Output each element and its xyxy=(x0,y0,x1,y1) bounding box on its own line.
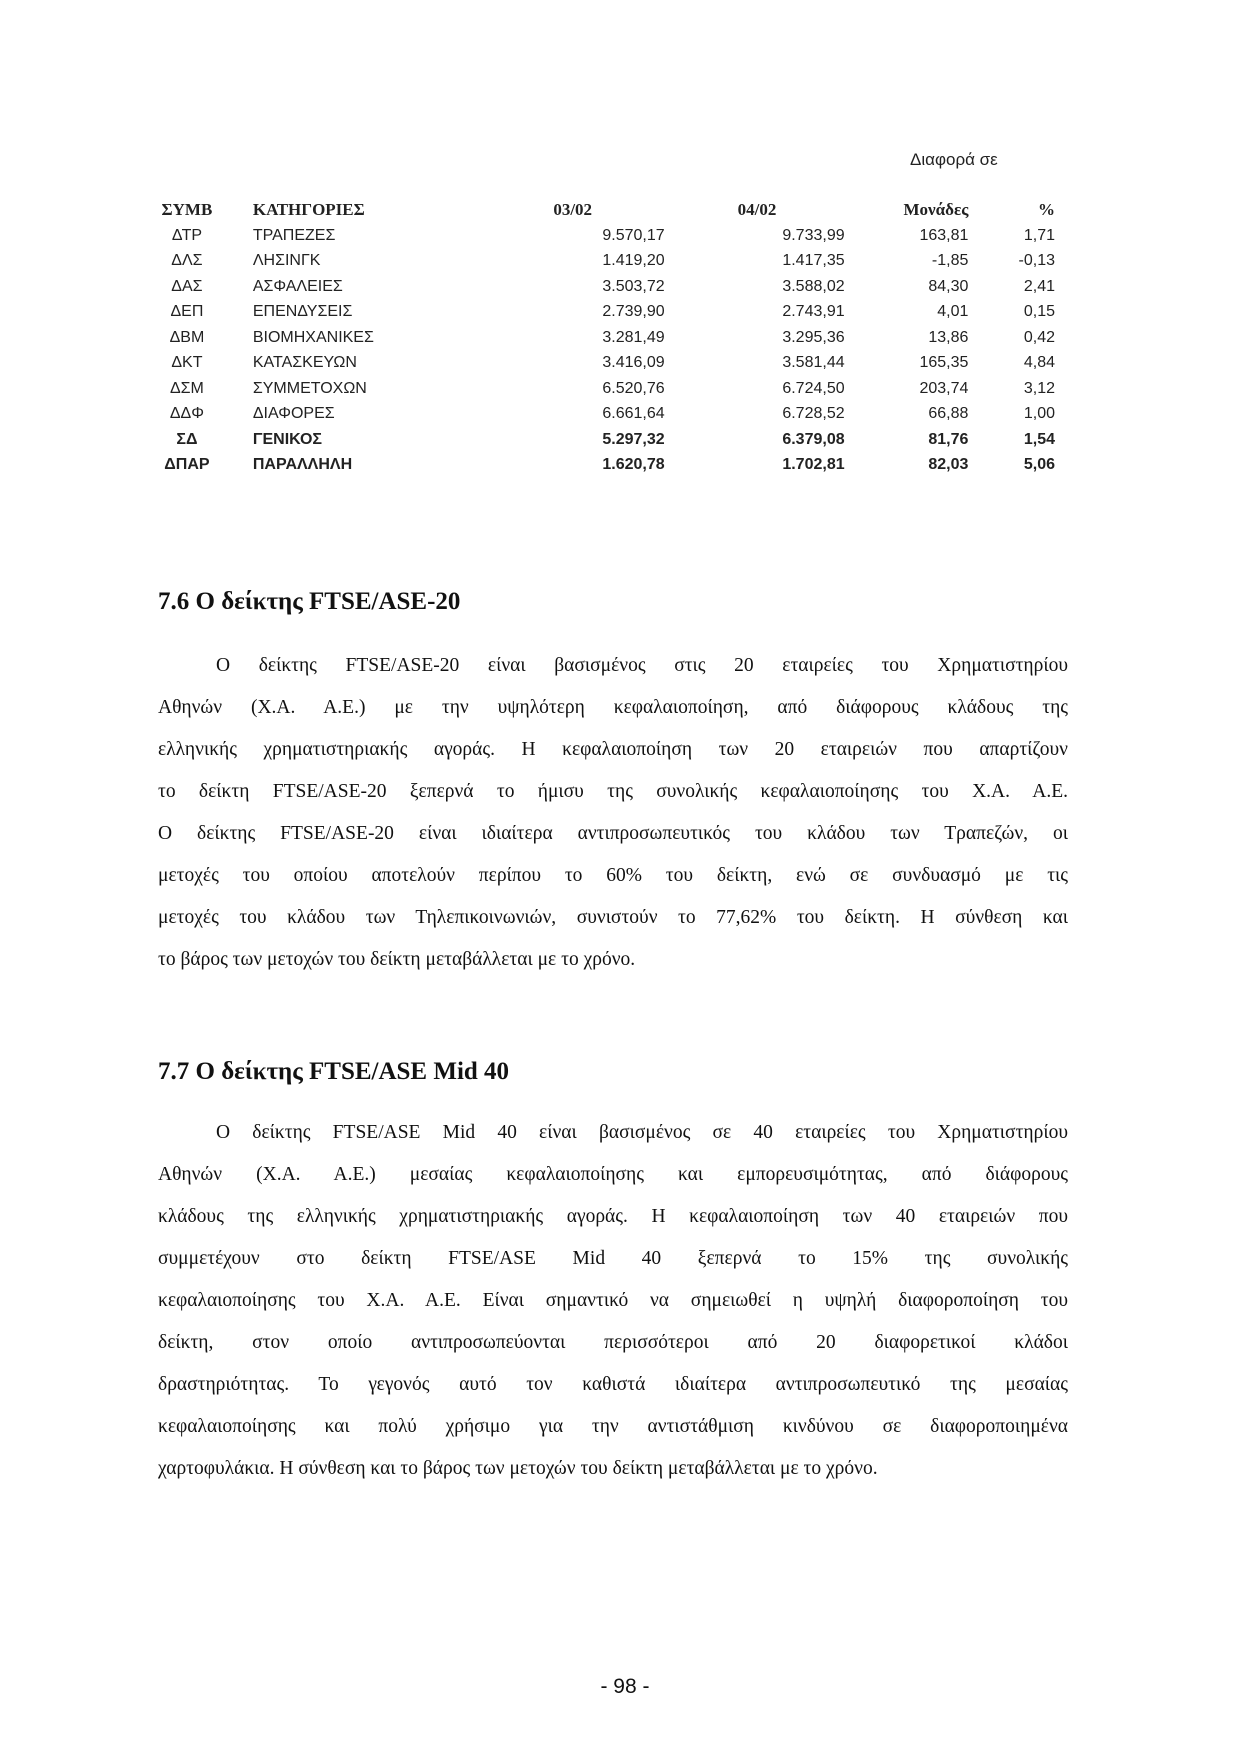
cell-percent: 0,15 xyxy=(1023,303,1055,321)
paragraph-line xyxy=(158,1364,1068,1406)
paragraph-line xyxy=(158,687,1068,729)
header-units: Μονάδες xyxy=(903,199,969,219)
paragraph-line xyxy=(158,897,1068,939)
paragraph-line xyxy=(158,939,1068,981)
cell-category: ΤΡΑΠΕΖΕΣ xyxy=(252,226,336,244)
cell-category: ΔΙΑΦΟΡΕΣ xyxy=(252,405,335,423)
cell-units: 203,74 xyxy=(919,379,969,397)
paragraph-line xyxy=(158,1280,1068,1322)
table-row xyxy=(155,249,1055,275)
header-04-02: 04/02 xyxy=(737,199,777,219)
paragraph-line xyxy=(158,1112,1068,1154)
paragraph-line xyxy=(158,1238,1068,1280)
table-row xyxy=(155,223,1055,249)
paragraph-line-text: κεφαλαιοποίησης και πολύ χρήσιμο για την αντιστάθμιση κινδύνου σε διαφοροποιημένα xyxy=(158,1416,1068,1437)
cell-category: ΓΕΝΙΚΟΣ xyxy=(252,430,322,448)
cell-04-02: 2.743,91 xyxy=(782,303,845,321)
cell-symbol: ΣΔ xyxy=(176,430,198,448)
cell-units: 165,35 xyxy=(919,354,969,372)
paragraph-line-text: Αθηνών (Χ.Α. Α.Ε.) μεσαίας κεφαλαιοποίησης και εμπορευσιμότητας, από διάφορους xyxy=(158,1164,1068,1185)
paragraph-line-text: δείκτη, στον οποίο αντιπροσωπεύονται περισσότεροι από 20 διαφορετικοί κλάδοι xyxy=(158,1332,1068,1353)
cell-units: 81,76 xyxy=(928,430,969,448)
paragraph-line-text: μετοχές του κλάδου των Τηλεπικοινωνιών, συνιστούν το 77,62% του δείκτη. Η σύνθεση και xyxy=(158,907,1068,928)
cell-percent: -0,13 xyxy=(1018,252,1055,270)
cell-units: 84,30 xyxy=(928,277,969,295)
paragraph-line-text: το δείκτη FTSE/ASE-20 ξεπερνά το ήμισυ της συνολικής κεφαλαιοποίησης του Χ.Α. Α.Ε. xyxy=(158,781,1068,802)
cell-category: ΠΑΡΑΛΛΗΛΗ xyxy=(252,456,353,474)
cell-percent: 4,84 xyxy=(1023,354,1055,372)
cell-percent: 0,42 xyxy=(1023,328,1055,346)
cell-category: ΕΠΕΝΔΥΣΕΙΣ xyxy=(252,303,353,321)
cell-percent: 1,54 xyxy=(1023,430,1055,448)
paragraph-line xyxy=(158,1154,1068,1196)
paragraph-line xyxy=(158,1322,1068,1364)
cell-04-02: 3.588,02 xyxy=(782,277,845,295)
paragraph-line xyxy=(158,771,1068,813)
paragraph-line-text: Ο δείκτης FTSE/ASE-20 είναι βασισμένος στις 20 εταιρείες του Χρηματιστηρίου xyxy=(216,655,1068,676)
table-row xyxy=(155,402,1055,428)
cell-03-02: 5.297,32 xyxy=(602,430,665,448)
cell-category: ΚΑΤΑΣΚΕΥΩΝ xyxy=(252,354,357,372)
paragraph-line xyxy=(158,855,1068,897)
section-7-6-heading: 7.6 Ο δείκτης FTSE/ASE-20 xyxy=(158,588,461,615)
paragraph-line-text: κεφαλαιοποίησης του Χ.Α. Α.Ε. Είναι σημαντικό να σημειωθεί η υψηλή διαφοροποίηση του xyxy=(158,1290,1068,1311)
cell-category: ΑΣΦΑΛΕΙΕΣ xyxy=(252,277,343,295)
paragraph-line xyxy=(158,729,1068,771)
cell-category: ΛΗΣΙΝΓΚ xyxy=(252,252,321,270)
paragraph-line-text: Ο δείκτης FTSE/ASE-20 είναι ιδιαίτερα αντιπροσωπευτικός του κλάδου των Τραπεζών, οι xyxy=(158,823,1068,844)
paragraph-line xyxy=(158,1448,1068,1490)
cell-percent: 2,41 xyxy=(1023,277,1055,295)
cell-03-02: 3.416,09 xyxy=(602,354,665,372)
cell-category: ΣΥΜΜΕΤΟΧΩΝ xyxy=(252,379,367,397)
cell-symbol: ΔΠΑΡ xyxy=(164,456,210,474)
cell-04-02: 1.702,81 xyxy=(782,456,845,474)
cell-04-02: 3.295,36 xyxy=(782,328,845,346)
paragraph-line-text: ελληνικής χρηματιστηριακής αγοράς. Η κεφαλαιοποίηση των 20 εταιρειών που απαρτίζουν xyxy=(158,739,1068,760)
cell-03-02: 3.503,72 xyxy=(602,277,665,295)
table-row xyxy=(155,300,1055,326)
paragraph-line-text: συμμετέχουν στο δείκτη FTSE/ASE Mid 40 ξεπερνά το 15% της συνολικής xyxy=(158,1248,1068,1269)
cell-percent: 1,00 xyxy=(1023,405,1055,423)
difference-caption-text: Διαφορά σε xyxy=(910,150,998,169)
cell-03-02: 3.281,49 xyxy=(602,328,665,346)
cell-symbol: ΔΣΜ xyxy=(169,379,204,397)
cell-category: ΒΙΟΜΗΧΑΝΙΚΕΣ xyxy=(252,328,374,346)
paragraph-line xyxy=(158,645,1068,687)
table-row xyxy=(155,274,1055,300)
cell-units: 66,88 xyxy=(928,405,969,423)
table-row xyxy=(155,351,1055,377)
cell-percent: 1,71 xyxy=(1023,226,1055,244)
cell-percent: 5,06 xyxy=(1023,456,1055,474)
paragraph-line-text: κλάδους της ελληνικής χρηματιστηριακής αγοράς. Η κεφαλαιοποίηση των 40 εταιρειών που xyxy=(158,1206,1068,1227)
table-body xyxy=(155,223,1055,478)
cell-03-02: 1.620,78 xyxy=(602,456,665,474)
paragraph-line xyxy=(158,1196,1068,1238)
header-03-02: 03/02 xyxy=(553,199,593,219)
table-row xyxy=(155,427,1055,453)
cell-03-02: 1.419,20 xyxy=(602,252,665,270)
paragraph-line-text: το βάρος των μετοχών του δείκτη μεταβάλλεται με το χρόνο. xyxy=(158,949,636,970)
cell-symbol: ΔΕΠ xyxy=(170,303,204,321)
cell-units: 4,01 xyxy=(937,303,969,321)
cell-symbol: ΔΛΣ xyxy=(171,252,203,270)
cell-units: 13,86 xyxy=(928,328,969,346)
header-symbol: ΣΥΜΒ xyxy=(161,199,213,219)
cell-04-02: 1.417,35 xyxy=(782,252,845,270)
header-percent: % xyxy=(1038,199,1055,219)
cell-03-02: 6.520,76 xyxy=(602,379,665,397)
page-number: - 98 - xyxy=(600,1675,650,1698)
cell-units: -1,85 xyxy=(931,252,969,270)
cell-03-02: 9.570,17 xyxy=(602,226,665,244)
paragraph-line-text: μετοχές του οποίου αποτελούν περίπου το 60% του δείκτη, ενώ σε συνδυασμό με τις xyxy=(158,865,1068,886)
cell-symbol: ΔΚΤ xyxy=(171,354,203,372)
cell-symbol: ΔΑΣ xyxy=(171,277,203,295)
cell-03-02: 6.661,64 xyxy=(602,405,665,423)
cell-symbol: ΔΔΦ xyxy=(169,405,204,423)
table-header-row xyxy=(155,196,1055,223)
cell-symbol: ΔΤΡ xyxy=(171,226,203,244)
cell-percent: 3,12 xyxy=(1023,379,1055,397)
paragraph-line-text: Ο δείκτης FTSE/ASE Mid 40 είναι βασισμένος σε 40 εταιρείες του Χρηματιστηρίου xyxy=(216,1122,1068,1143)
section-7-6-body xyxy=(158,645,1068,981)
header-category: ΚΑΤΗΓΟΡΙΕΣ xyxy=(252,199,365,219)
cell-symbol: ΔΒΜ xyxy=(169,328,205,346)
paragraph-line xyxy=(158,813,1068,855)
cell-04-02: 6.728,52 xyxy=(782,405,845,423)
section-7-7-heading: 7.7 Ο δείκτης FTSE/ASE Mid 40 xyxy=(158,1058,510,1085)
paragraph-line-text: Αθηνών (Χ.Α. Α.Ε.) με την υψηλότερη κεφαλαιοποίηση, από διάφορους κλάδους της xyxy=(158,697,1068,718)
cell-03-02: 2.739,90 xyxy=(602,303,665,321)
cell-units: 163,81 xyxy=(919,226,969,244)
cell-04-02: 9.733,99 xyxy=(782,226,845,244)
table-row xyxy=(155,453,1055,479)
cell-04-02: 6.724,50 xyxy=(782,379,845,397)
sector-index-table xyxy=(155,196,1055,478)
paragraph-line-text: δραστηριότητας. Το γεγονός αυτό τον καθιστά ιδιαίτερα αντιπροσωπευτικό της μεσαίας xyxy=(158,1374,1068,1395)
table-row xyxy=(155,376,1055,402)
cell-04-02: 6.379,08 xyxy=(782,430,845,448)
table-row xyxy=(155,325,1055,351)
section-7-7-body xyxy=(158,1112,1068,1490)
paragraph-line-text: χαρτοφυλάκια. Η σύνθεση και το βάρος των μετοχών του δείκτη μεταβάλλεται με το χρόνο. xyxy=(158,1458,878,1479)
cell-units: 82,03 xyxy=(928,456,969,474)
paragraph-line xyxy=(158,1406,1068,1448)
cell-04-02: 3.581,44 xyxy=(782,354,845,372)
